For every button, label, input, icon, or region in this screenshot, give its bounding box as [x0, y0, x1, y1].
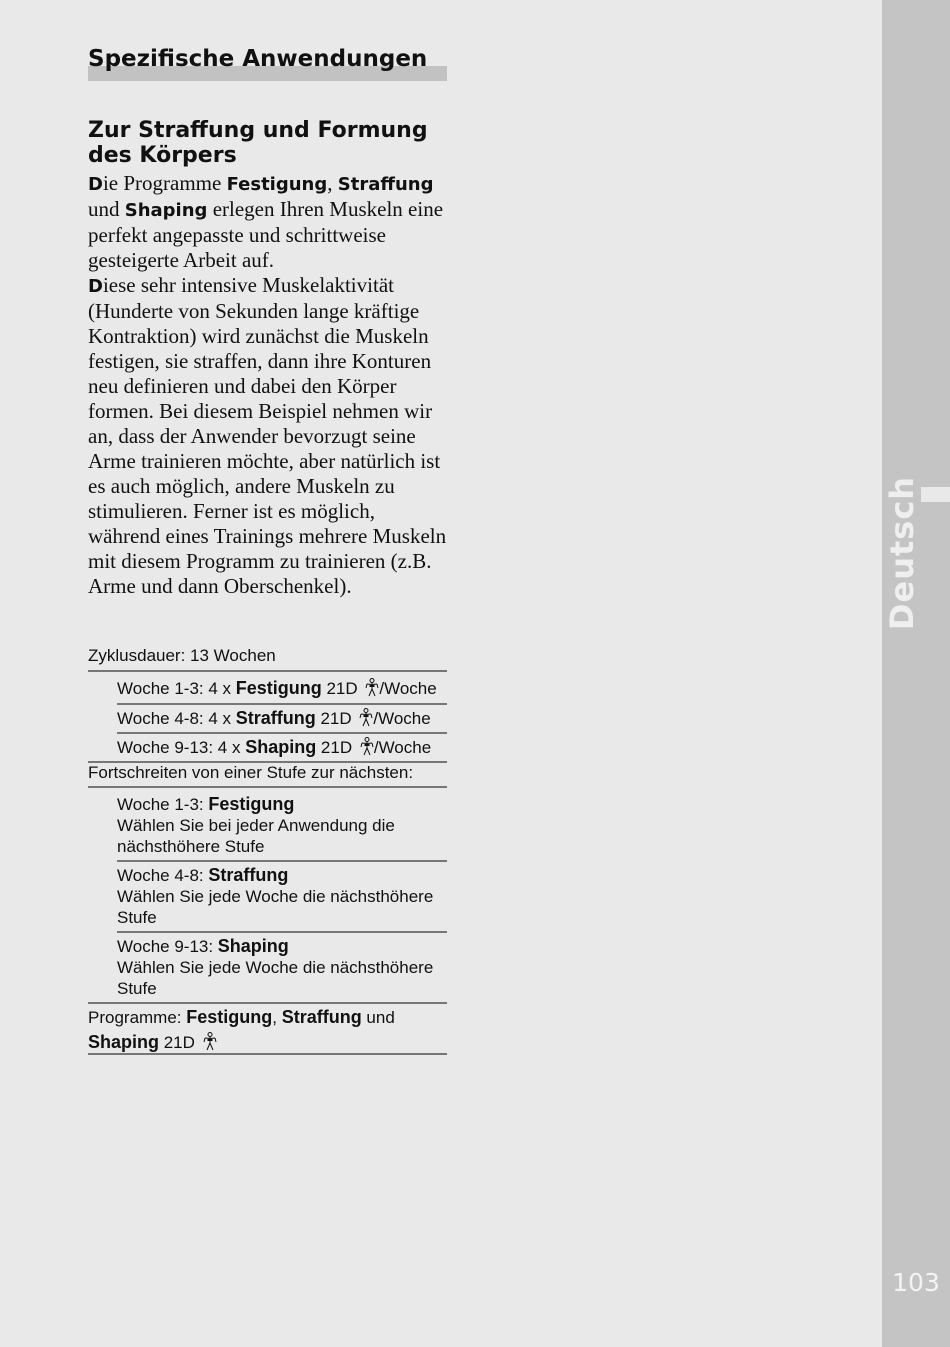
progression-label: Fortschreiten von einer Stufe zur nächsten: [88, 763, 414, 782]
section-title: Spezifische Anwendungen [88, 46, 428, 72]
program-name: Straffung [337, 174, 434, 195]
divider [117, 860, 447, 862]
step-instruction: Wählen Sie jede Woche die nächsthöhere Stufe [117, 958, 434, 998]
divider [117, 931, 447, 933]
sidebar-tab-marker [921, 487, 950, 502]
person-electrodes-icon [365, 678, 379, 697]
person-electrodes-icon [359, 708, 373, 727]
person-electrodes-icon [360, 737, 374, 756]
program-name: Straffung [208, 865, 289, 885]
cycle-row: Woche 4-8: 4 x Straffung 21D /Woche [117, 708, 431, 728]
program-name: Festigung [208, 794, 295, 814]
cycle-row: Woche 9-13: 4 x Shaping 21D /Woche [117, 737, 432, 757]
programs-summary: Programme: Festigung, Straffung und Shaping 21D [88, 1007, 395, 1052]
paragraph-1: Die Programme Festigung, Straffung und Shaping erlegen Ihren Muskeln eine perfekt angepasste und schrittweise gesteigerte Arbeit auf. [88, 171, 444, 272]
divider [88, 1053, 447, 1055]
program-name: Shaping [88, 1032, 159, 1052]
program-name: Festigung [235, 678, 322, 698]
language-label: Deutsch [883, 475, 921, 631]
program-name: Straffung [235, 708, 316, 728]
step-instruction: Wählen Sie bei jeder Anwendung die nächsthöhere Stufe [117, 816, 395, 856]
program-name: Shaping [124, 200, 208, 221]
paragraph-2: Diese sehr intensive Muskelaktivität (Hunderte von Sekunden lange kräftige Kontraktion) wird zunächst die Muskeln festigen, sie straffen, dann ihre Konturen neu definieren und dabei den Körper formen. Bei diesem Beispiel nehmen wir an, dass der Anwender bevorzugt seine Arme trainieren möchte, aber natürlich ist es auch möglich, andere Muskeln zu stimulieren. Ferner ist es möglich, während eines Trainings mehrere Muskeln mit diesem Programm zu trainieren (z.B. Arme und dann Oberschenkel). [88, 273, 447, 598]
dropcap: D [88, 174, 103, 195]
program-name: Shaping [245, 737, 317, 757]
divider [88, 786, 447, 788]
progression-step: Woche 1-3: Festigung Wählen Sie bei jeder Anwendung die nächsthöhere Stufe [117, 794, 447, 857]
program-name: Festigung [186, 1007, 273, 1027]
program-name: Shaping [217, 936, 289, 956]
dropcap: D [88, 276, 103, 297]
divider [88, 1002, 447, 1004]
cycle-duration: Zyklusdauer: 13 Wochen [88, 646, 276, 665]
page-number: 103 [892, 1268, 940, 1297]
program-name: Festigung [226, 174, 328, 195]
language-sidebar [882, 0, 950, 1347]
person-electrodes-icon [203, 1032, 217, 1051]
subheading: Zur Straffung und Formung des Körpers [88, 118, 428, 168]
divider [88, 670, 447, 672]
progression-step: Woche 4-8: Straffung Wählen Sie jede Woche die nächsthöhere Stufe [117, 865, 447, 928]
program-name: Straffung [281, 1007, 362, 1027]
divider [117, 703, 447, 705]
divider [117, 732, 447, 734]
cycle-row: Woche 1-3: 4 x Festigung 21D /Woche [117, 678, 437, 698]
step-instruction: Wählen Sie jede Woche die nächsthöhere Stufe [117, 887, 434, 927]
progression-step: Woche 9-13: Shaping Wählen Sie jede Woche die nächsthöhere Stufe [117, 936, 447, 999]
body-text [88, 171, 450, 599]
